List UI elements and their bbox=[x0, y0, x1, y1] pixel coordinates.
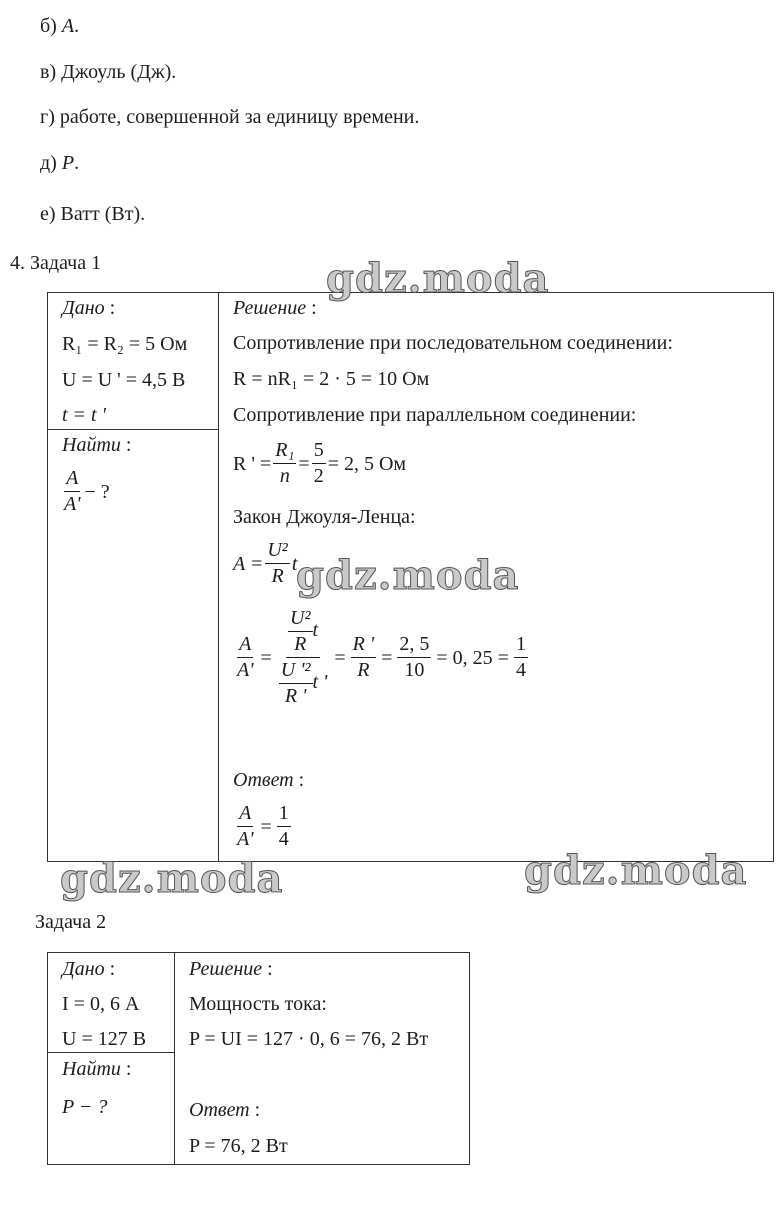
task1-ratio-formula bbox=[233, 608, 530, 707]
task1-parallel-fraction2 bbox=[312, 440, 326, 487]
task1-law-fraction bbox=[265, 540, 289, 587]
task2-answer-value: P = 76, 2 Вт bbox=[189, 1135, 288, 1157]
task1-ratio-eq2: = bbox=[334, 646, 346, 669]
task2-solution-label bbox=[189, 959, 273, 979]
task1-series-text: Сопротивление при последовательном соединении: bbox=[233, 332, 673, 354]
task1-ratio-fraction bbox=[235, 634, 256, 681]
task1-parallel-eq: = bbox=[298, 452, 310, 475]
watermark-4: gdz.moda bbox=[524, 847, 748, 894]
answer-d-symbol: P bbox=[61, 152, 75, 174]
task1-ratio-v-den: 10 bbox=[404, 659, 425, 681]
task1-parallel-den2: 2 bbox=[313, 465, 324, 487]
task2-given-label-text: Дано bbox=[62, 958, 105, 980]
task1-solution-label-text: Решение bbox=[233, 297, 307, 319]
task1-parallel-lhs: R ' = bbox=[233, 452, 272, 475]
task1-find-colon: : bbox=[125, 434, 132, 456]
answer-e: е) Ватт (Вт). bbox=[40, 203, 146, 225]
task1-law-t: t bbox=[291, 552, 298, 575]
task1-given-colon: : bbox=[109, 297, 116, 319]
task1-given-t: t = t ' bbox=[62, 404, 106, 426]
task2-find-colon: : bbox=[125, 1058, 132, 1080]
task1-answer-val-num: 1 bbox=[277, 803, 291, 827]
watermark-3: gdz.moda bbox=[60, 855, 284, 902]
task1-answer-formula bbox=[233, 803, 293, 850]
task1-answer-den: A' bbox=[237, 828, 254, 850]
task1-solution-label bbox=[233, 298, 317, 318]
task1-given-r: R₁ = R₂ = 5 Ом bbox=[62, 333, 188, 355]
task1-ratio-inner-den-den: R ' bbox=[284, 685, 307, 707]
task2-answer-label-text: Ответ bbox=[189, 1099, 250, 1121]
task1-ratio-num: A bbox=[237, 634, 253, 658]
answer-d-suffix: . bbox=[74, 152, 80, 174]
task1-ratio-eq1: = bbox=[260, 646, 272, 669]
task1-find-label bbox=[62, 435, 131, 455]
task1-find-num: A bbox=[64, 468, 80, 492]
watermark-2: gdz.moda bbox=[296, 552, 520, 599]
task2-answer-label bbox=[189, 1100, 260, 1120]
task1-parallel-den: n bbox=[279, 465, 290, 487]
task1-law-den: R bbox=[271, 565, 284, 587]
task1-find-formula bbox=[60, 468, 110, 515]
task1-ratio-inner-num-num: U² bbox=[288, 608, 312, 632]
task1-answer-value-fraction bbox=[277, 803, 291, 850]
task1-ratio-final-den: 4 bbox=[515, 659, 526, 681]
task1-ratio-final-fraction bbox=[514, 634, 528, 681]
task2-given-divider bbox=[47, 1052, 175, 1053]
task1-given-divider bbox=[47, 429, 219, 430]
task1-find-suffix: − ? bbox=[84, 480, 110, 503]
task2-column-divider bbox=[174, 952, 175, 1165]
task1-parallel-text: Сопротивление при параллельном соединении: bbox=[233, 404, 637, 426]
task2-find-label-text: Найти bbox=[62, 1058, 121, 1080]
task1-solution-colon: : bbox=[311, 297, 317, 319]
task2-power-text: Мощность тока: bbox=[189, 993, 327, 1015]
task1-parallel-num2: 5 bbox=[312, 440, 326, 464]
task1-ratio-t2: t ' bbox=[312, 671, 328, 694]
task1-column-divider bbox=[218, 292, 219, 862]
task1-law-lhs: A = bbox=[233, 552, 264, 575]
task1-ratio-r-den: R bbox=[357, 659, 370, 681]
answer-v: в) Джоуль (Дж). bbox=[40, 61, 177, 83]
task2-given-i: I = 0, 6 А bbox=[62, 993, 140, 1015]
task1-find-fraction bbox=[62, 468, 83, 515]
task1-ratio-result: = 0, 25 = bbox=[436, 646, 509, 669]
task1-ratio-inner-den-num: U '² bbox=[279, 660, 313, 684]
task1-law-num: U² bbox=[265, 540, 289, 564]
watermark-1: gdz.moda bbox=[326, 255, 550, 302]
task1-answer-val-den: 4 bbox=[278, 828, 289, 850]
task1-answer-label bbox=[233, 770, 304, 790]
task2-solution-colon: : bbox=[267, 958, 273, 980]
answer-d bbox=[40, 153, 79, 173]
task2-find-value: P − ? bbox=[62, 1096, 108, 1118]
task1-ratio-value-fraction bbox=[397, 634, 431, 681]
task1-parallel-num: R₁ bbox=[273, 440, 296, 464]
task1-given-u: U = U ' = 4,5 В bbox=[62, 369, 186, 391]
task1-answer-eq: = bbox=[260, 815, 272, 838]
task2-given-u: U = 127 В bbox=[62, 1028, 147, 1050]
task1-law-formula bbox=[233, 540, 297, 587]
task1-given-label-text: Дано bbox=[62, 297, 105, 319]
task1-ratio-r-fraction bbox=[351, 634, 377, 681]
task2-find-label bbox=[62, 1059, 131, 1079]
task1-parallel-formula bbox=[233, 440, 406, 487]
task1-law-text: Закон Джоуля-Ленца: bbox=[233, 506, 416, 528]
task1-answer-label-text: Ответ bbox=[233, 769, 294, 791]
task1-find-den: A' bbox=[64, 493, 81, 515]
answer-g: г) работе, совершенной за единицу времени. bbox=[40, 106, 420, 128]
task2-answer-colon: : bbox=[254, 1099, 261, 1121]
task2-power-formula: P = UI = 127 · 0, 6 = 76, 2 Вт bbox=[189, 1028, 429, 1050]
task1-ratio-complex-den bbox=[277, 658, 330, 707]
task1-ratio-inner-den bbox=[279, 660, 313, 707]
task1-ratio-den: A' bbox=[237, 659, 254, 681]
task1-series-formula: R = nR₁ = 2 · 5 = 10 Ом bbox=[233, 368, 430, 390]
task2-given-label bbox=[62, 959, 115, 979]
task1-ratio-complex-fraction bbox=[277, 608, 330, 707]
task1-ratio-r-num: R ' bbox=[351, 634, 377, 658]
task1-ratio-inner-num-den: R bbox=[294, 633, 307, 655]
answer-b bbox=[40, 16, 79, 36]
answer-d-prefix: д) bbox=[40, 152, 57, 174]
task2-solution-label-text: Решение bbox=[189, 958, 263, 980]
task1-heading: 4. Задача 1 bbox=[10, 252, 102, 274]
answer-b-prefix: б) bbox=[40, 15, 57, 37]
task1-ratio-eq3: = bbox=[381, 646, 393, 669]
task1-ratio-complex-num bbox=[286, 608, 320, 658]
task1-ratio-final-num: 1 bbox=[514, 634, 528, 658]
task1-ratio-v-num: 2, 5 bbox=[397, 634, 431, 658]
answer-b-suffix: . bbox=[74, 15, 80, 37]
task1-given-label bbox=[62, 298, 115, 318]
task1-parallel-fraction bbox=[273, 440, 296, 487]
task1-answer-colon: : bbox=[298, 769, 305, 791]
task1-ratio-inner-num bbox=[288, 608, 312, 655]
task2-heading: Задача 2 bbox=[35, 911, 107, 933]
task2-given-colon: : bbox=[109, 958, 116, 980]
task1-find-label-text: Найти bbox=[62, 434, 121, 456]
task1-parallel-result: = 2, 5 Ом bbox=[327, 452, 407, 475]
task1-answer-fraction bbox=[235, 803, 256, 850]
task1-ratio-t: t bbox=[312, 619, 319, 642]
answer-b-symbol: A bbox=[61, 15, 75, 37]
task1-answer-num: A bbox=[237, 803, 253, 827]
